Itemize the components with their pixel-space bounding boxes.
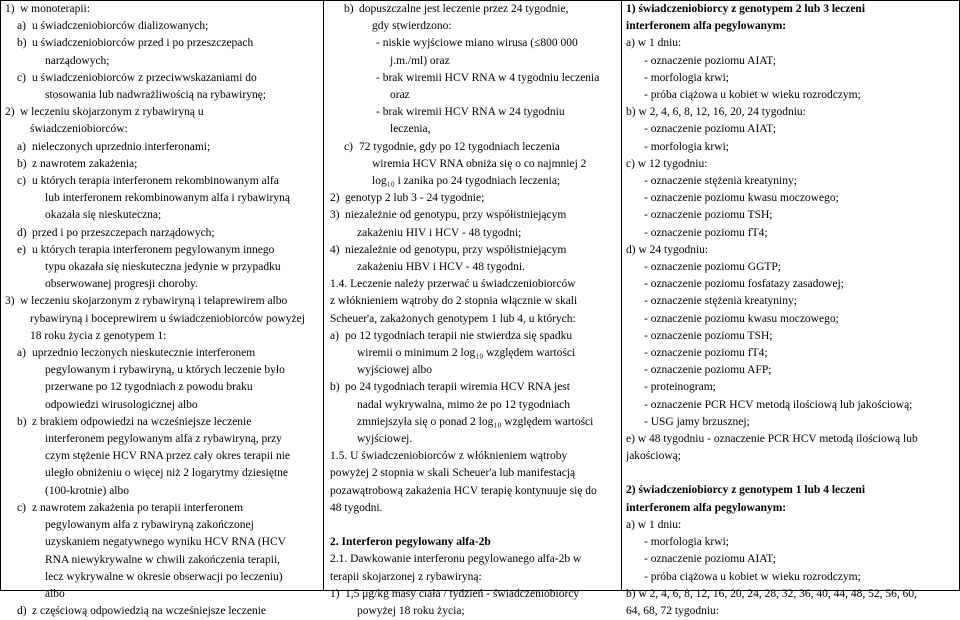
col2-line: [330, 311, 619, 328]
line-text: terapii skojarzonej z rybawiryną:: [330, 570, 482, 583]
col1-line: [5, 431, 321, 448]
col1-line: [5, 397, 321, 414]
col3-line: [626, 586, 957, 603]
col2-line: [330, 207, 619, 224]
line-text: - oznaczenie poziomu fT4;: [644, 226, 768, 239]
col1-line: [5, 190, 321, 207]
col3-line: [626, 603, 957, 620]
line-text: dopuszczalne jest leczenie przez 24 tygodnie,: [359, 3, 569, 15]
col1-line: [5, 18, 321, 35]
col3-line: [626, 500, 957, 517]
col2-line: [330, 362, 619, 379]
col2-line: [330, 121, 619, 138]
line-text: 48 tygodni.: [330, 501, 383, 514]
line-text: log₁₀ i zanika po 24 tygodniach leczenia;: [372, 175, 561, 188]
col3-line: [626, 207, 957, 224]
col3-line: [626, 328, 957, 345]
line-text: albo: [45, 587, 65, 600]
col1-line: [5, 534, 321, 551]
col1-line: [5, 500, 321, 517]
line-text: obserwowanej progresji choroby.: [45, 278, 198, 291]
col2-line: [330, 448, 619, 465]
col1-line: [5, 311, 321, 328]
line-text: 64, 68, 72 tygodniu:: [626, 604, 719, 617]
line-text: - oznaczenie poziomu kwasu moczowego;: [644, 312, 839, 325]
line-text: - próba ciążowa u kobiet w wieku rozrodczym;: [644, 570, 861, 583]
col2-line: [330, 35, 619, 52]
line-text: wiremia HCV RNA obniża się o co najmniej 2: [372, 157, 587, 170]
list-marker: d): [17, 226, 27, 239]
col3-line: [626, 242, 957, 259]
line-text: w monoterapii:: [20, 3, 90, 15]
line-text: 2. Interferon pegylowany alfa-2b: [330, 536, 491, 549]
col3-line: [626, 569, 957, 586]
col2-line: [330, 259, 619, 276]
col1-line: [5, 173, 321, 190]
col2-line: [330, 328, 619, 345]
col3-line: [626, 104, 957, 121]
line-text: powyżej 2 stopnia w skali Scheuer'a lub manifestacją: [330, 467, 576, 480]
line-text: - USG jamy brzusznej;: [644, 415, 750, 428]
list-marker: 3): [330, 209, 340, 222]
line-text: - brak wiremii HCV RNA w 24 tygodniu: [376, 106, 565, 119]
line-text: u świadczeniobiorców z przeciwwskazaniami do: [32, 71, 257, 84]
list-marker: 1): [330, 587, 340, 600]
list-marker: a): [17, 140, 26, 153]
line-text: stosowania lub nadwrażliwością na rybawirynę;: [45, 89, 266, 102]
line-text: wyjściowej.: [357, 433, 413, 446]
col2-line: [330, 397, 619, 414]
line-text: nieleczonych uprzednio interferonami;: [32, 140, 211, 153]
line-text: oraz: [390, 89, 410, 102]
line-text: interferonem alfa pegylowanym:: [626, 20, 787, 33]
line-text: b) w 2, 4, 6, 8, 12, 16, 20, 24 tygodniu:: [626, 106, 806, 119]
line-text: - oznaczenie poziomu AIAT;: [644, 553, 776, 566]
col1-line: [5, 448, 321, 465]
list-marker: b): [17, 415, 27, 428]
list-marker: 3): [5, 295, 15, 308]
column-3-monitoring: [622, 1, 959, 617]
line-text: gdy stwierdzono:: [372, 20, 452, 33]
col2-line: [330, 139, 619, 156]
list-marker: b): [344, 3, 354, 15]
col3-line: [626, 362, 957, 379]
col1-line: [5, 379, 321, 396]
line-text: przerwane po 12 tygodniach z powodu braku: [45, 381, 253, 394]
col3-line: [626, 448, 957, 465]
line-text: powyżej 18 roku życia;: [357, 604, 465, 617]
line-text: a) w 1 dniu:: [626, 37, 682, 50]
line-text: w leczeniu skojarzonym z rybawiryną i telaprewirem albo: [20, 295, 288, 308]
line-text: Scheuer'a, zakażonych genotypem 1 lub 4, u których:: [330, 312, 576, 325]
col1-line: [5, 225, 321, 242]
line-text: - oznaczenie stężenia kreatyniny;: [644, 295, 797, 308]
col3-line: [626, 517, 957, 534]
col3-line: [626, 465, 957, 482]
line-text: nadal wykrywalna, mimo że po 12 tygodniach: [357, 398, 571, 411]
col3-line: [626, 1, 957, 18]
col1-line: [5, 414, 321, 431]
line-text: pegylowanym alfa z rybawiryną zakończonej: [45, 519, 254, 532]
col2-line: [330, 156, 619, 173]
col2-line: [330, 70, 619, 87]
line-text: - oznaczenie stężenia kreatyniny;: [644, 175, 797, 188]
col3-line: [626, 551, 957, 568]
list-marker: 2): [330, 192, 340, 205]
line-text: 1.4. Leczenie należy przerwać u świadczeniobiorców: [330, 278, 576, 291]
col3-line: [626, 173, 957, 190]
col1-line: [5, 569, 321, 586]
col1-line: [5, 156, 321, 173]
line-text: - oznaczenie poziomu fT4;: [644, 347, 768, 360]
list-marker: 4): [330, 243, 340, 256]
line-text: zakażeniu HBV i HCV - 48 tygodni.: [357, 261, 525, 274]
col2-line: [330, 242, 619, 259]
col3-line: [626, 431, 957, 448]
list-marker: 2): [5, 106, 15, 119]
line-text: przed i po przeszczepach narządowych;: [32, 226, 215, 239]
line-text: niezależnie od genotypu, przy współistniejącym: [345, 209, 567, 222]
column-2-dosage: [324, 1, 622, 617]
col2-line: [330, 104, 619, 121]
col1-line: [5, 362, 321, 379]
line-text: d) w 24 tygodniu:: [626, 243, 709, 256]
line-text: z częściową odpowiedzią na wcześniejsze leczenie: [32, 605, 267, 618]
line-text: c) w 12 tygodniu:: [626, 157, 708, 170]
list-marker: c): [17, 71, 26, 84]
line-text: leczenia,: [390, 123, 431, 136]
line-text: - oznaczenie poziomu AFP;: [644, 364, 772, 377]
line-text: odpowiedzi wirusologicznej albo: [45, 398, 198, 411]
col2-line: [330, 18, 619, 35]
line-text: u których terapia interferonem rekombinowanym alfa: [32, 175, 279, 188]
line-text: jakościową;: [626, 450, 681, 463]
line-text: 1.5. U świadczeniobiorców z włóknieniem wątroby: [330, 450, 568, 463]
line-text: po 12 tygodniach terapii nie stwierdza się spadku: [345, 329, 573, 342]
line-text: 1) świadczeniobiorcy z genotypem 2 lub 3 leczeni: [626, 3, 866, 15]
col3-line: [626, 311, 957, 328]
col2-line: [330, 569, 619, 586]
col1-line: [5, 35, 321, 52]
line-text: interferonem alfa pegylowanym:: [626, 501, 787, 514]
col2-line: [330, 379, 619, 396]
line-text: 2) świadczeniobiorcy z genotypem 1 lub 4 leczeni: [626, 484, 866, 497]
col2-line: [330, 414, 619, 431]
line-text: genotyp 2 lub 3 - 24 tygodnie;: [345, 192, 485, 205]
line-text: wiremii o minimum 2 log₁₀ względem wartości: [357, 347, 576, 360]
col2-line: [330, 431, 619, 448]
col3-line: [626, 121, 957, 138]
line-text: - oznaczenie poziomu TSH;: [644, 209, 773, 222]
col2-line: [330, 225, 619, 242]
col1-line: [5, 517, 321, 534]
line-text: 1,5 μg/kg masy ciała / tydzień - świadczeniobiorcy: [345, 587, 580, 600]
column-1-indications: [1, 1, 324, 618]
line-text: z włóknieniem wątroby do 2 stopnia włącznie w skali: [330, 295, 578, 308]
line-text: - oznaczenie poziomu kwasu moczowego;: [644, 192, 839, 205]
list-marker: c): [17, 175, 26, 188]
col1-line: [5, 121, 321, 138]
col2-line: [330, 345, 619, 362]
line-text: - morfologia krwi;: [644, 536, 729, 549]
col3-line: [626, 18, 957, 35]
col1-line: [5, 1, 321, 18]
col2-line: [330, 465, 619, 482]
col1-line: [5, 328, 321, 345]
line-text: czym stężenie HCV RNA przez cały okres terapii nie: [45, 450, 291, 463]
col3-line: [626, 276, 957, 293]
col1-line: [5, 70, 321, 87]
col1-line: [5, 242, 321, 259]
line-text: okazała się nieskuteczna;: [45, 209, 162, 222]
col2-line: [330, 517, 619, 534]
col1-line: [5, 104, 321, 121]
col3-line: [626, 397, 957, 414]
line-text: (100-krotnie) albo: [45, 484, 129, 497]
line-text: - oznaczenie poziomu GGTP;: [644, 261, 781, 274]
col2-line: [330, 87, 619, 104]
col3-line: [626, 482, 957, 499]
col2-line: [330, 534, 619, 551]
list-marker: d): [17, 605, 27, 618]
col2-line: [330, 293, 619, 310]
line-text: RNA niewykrywalne w chwili zakończenia terapii,: [45, 553, 281, 566]
col1-line: [5, 293, 321, 310]
line-text: - oznaczenie PCR HCV metodą ilościową lub jakościową;: [644, 398, 913, 411]
line-text: narządowych;: [45, 54, 110, 67]
line-text: zmniejszyła się o ponad 2 log₁₀ względem wartości: [357, 415, 594, 428]
line-text: z nawrotem zakażenia;: [32, 157, 138, 170]
col1-line: [5, 465, 321, 482]
col1-line: [5, 586, 321, 603]
list-marker: b): [17, 37, 27, 50]
line-text: z nawrotem zakażenia po terapii interferonem: [32, 501, 244, 514]
col3-line: [626, 379, 957, 396]
line-text: - proteinogram;: [644, 381, 716, 394]
line-text: - próba ciążowa u kobiet w wieku rozrodczym;: [644, 89, 861, 102]
line-text: interferonem pegylowanym alfa z rybawiryną, przy: [45, 433, 282, 446]
line-text: - niskie wyjściowe miano wirusa (≤800 000: [376, 37, 578, 50]
col1-line: [5, 139, 321, 156]
col3-line: [626, 87, 957, 104]
col3-line: [626, 139, 957, 156]
col1-line: [5, 345, 321, 362]
line-text: - morfologia krwi;: [644, 140, 729, 153]
list-marker: b): [17, 157, 27, 170]
col2-line: [330, 173, 619, 190]
col3-line: [626, 225, 957, 242]
col1-line: [5, 259, 321, 276]
col3-line: [626, 259, 957, 276]
col3-line: [626, 293, 957, 310]
list-marker: c): [17, 501, 26, 514]
col1-line: [5, 483, 321, 500]
col1-line: [5, 603, 321, 620]
line-text: rybawiryną i boceprewirem u świadczeniobiorców powyżej: [30, 312, 305, 325]
line-text: w leczeniu skojarzonym z rybawiryną u: [20, 106, 204, 119]
col1-line: [5, 87, 321, 104]
line-text: z brakiem odpowiedzi na wcześniejsze leczenie: [32, 415, 252, 428]
list-marker: e): [17, 243, 26, 256]
col2-line: [330, 586, 619, 603]
col3-line: [626, 190, 957, 207]
col2-line: [330, 483, 619, 500]
col2-line: [330, 190, 619, 207]
col3-line: [626, 53, 957, 70]
col2-line: [330, 551, 619, 568]
col2-line: [330, 500, 619, 517]
line-text: pozawątrobową zakażenia HCV terapię kontynuuje się do: [330, 484, 597, 497]
col1-line: [5, 552, 321, 569]
line-text: wyjściowej albo: [357, 364, 433, 377]
list-marker: a): [17, 20, 26, 33]
line-text: - oznaczenie poziomu fosfatazy zasadowej;: [644, 278, 844, 291]
line-text: uprzednio leczonych nieskutecznie interferonem: [32, 347, 256, 360]
line-text: typu okazała się nieskuteczna jedynie w przypadku: [45, 261, 281, 274]
col2-line: [330, 1, 619, 18]
col2-line: [330, 603, 619, 620]
line-text: - morfologia krwi;: [644, 71, 729, 84]
line-text: - oznaczenie poziomu TSH;: [644, 329, 773, 342]
line-text: b) w 2, 4, 6, 8, 12, 16, 20, 24, 28, 32, 36, 40, 44, 48, 52, 56, 60,: [626, 587, 918, 600]
col2-line: [330, 53, 619, 70]
line-text: zakażeniu HIV i HCV - 48 tygodni;: [357, 226, 522, 239]
line-text: 72 tygodnie, gdy po 12 tygodniach leczenia: [359, 140, 560, 153]
line-text: po 24 tygodniach terapii wiremia HCV RNA jest: [345, 381, 570, 394]
line-text: niezależnie od genotypu, przy współistniejącym: [345, 243, 567, 256]
line-text: lecz wykrywalne w okresie obserwacji po leczeniu): [45, 570, 283, 583]
list-marker: a): [17, 347, 26, 360]
col3-line: [626, 534, 957, 551]
line-text: e) w 48 tygodniu - oznaczenie PCR HCV metodą ilościową lub: [626, 433, 918, 446]
line-text: 18 roku życia z genotypem 1:: [30, 329, 167, 342]
list-marker: 1): [5, 3, 15, 15]
line-text: lub interferonem rekombinowanym alfa i rybawiryną: [45, 192, 290, 205]
line-text: j.m./ml) oraz: [390, 54, 450, 67]
line-text: - oznaczenie poziomu AIAT;: [644, 54, 776, 67]
col3-line: [626, 414, 957, 431]
line-text: 2.1. Dawkowanie interferonu pegylowanego alfa-2b w: [330, 553, 582, 566]
col3-line: [626, 156, 957, 173]
col3-line: [626, 345, 957, 362]
line-text: u świadczeniobiorców przed i po przeszczepach: [32, 37, 254, 50]
line-text: u których terapia interferonem pegylowanym innego: [32, 243, 275, 256]
line-text: uzyskaniem negatywnego wyniku HCV RNA (HCV: [45, 536, 286, 549]
col1-line: [5, 207, 321, 224]
line-text: u świadczeniobiorców dializowanych;: [32, 20, 209, 33]
line-text: - oznaczenie poziomu AIAT;: [644, 123, 776, 136]
col1-line: [5, 276, 321, 293]
line-text: świadczeniobiorców:: [30, 123, 128, 136]
line-text: - brak wiremii HCV RNA w 4 tygodniu leczenia: [376, 71, 600, 84]
line-text: pegylowanym i rybawiryną, u których leczenie było: [45, 364, 285, 377]
list-marker: b): [330, 381, 340, 394]
col1-line: [5, 53, 321, 70]
col3-line: [626, 35, 957, 52]
list-marker: a): [330, 329, 339, 342]
line-text: uległo obniżeniu o więcej niż 2 logarytmy dziesiętne: [45, 467, 289, 480]
line-text: a) w 1 dniu:: [626, 518, 682, 531]
col2-line: [330, 276, 619, 293]
col3-line: [626, 70, 957, 87]
list-marker: c): [344, 140, 353, 153]
